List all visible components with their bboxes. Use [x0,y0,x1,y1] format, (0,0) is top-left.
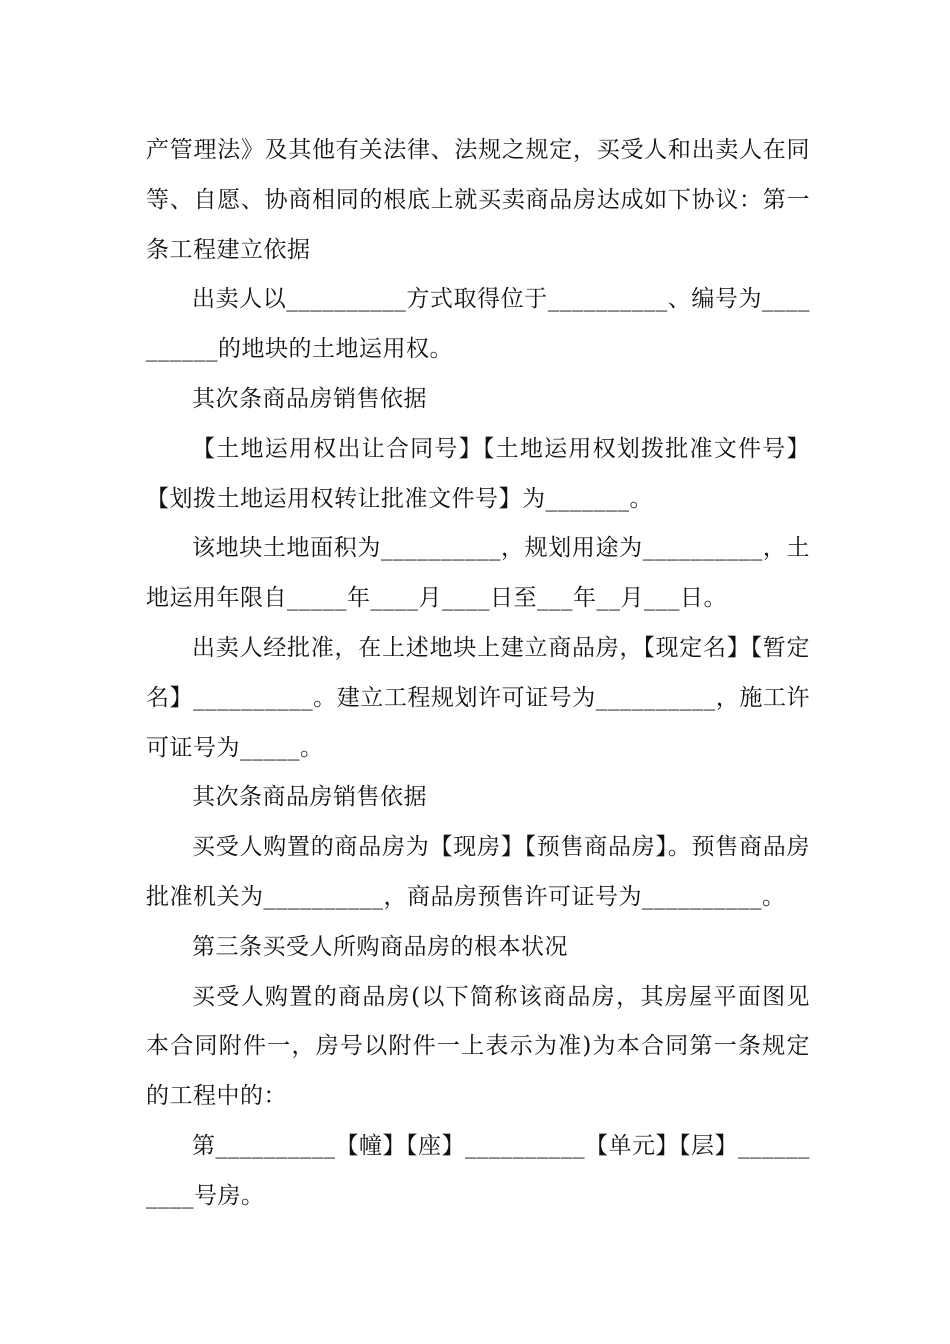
paragraph-building-permit: 出卖人经批准，在上述地块上建立商品房，【现定名】【暂定名】__________。建立工程规划许可证号为__________，施工许可证号为_____。 [146,634,810,761]
section-heading-sales-basis-2: 其次条商品房销售依据 [192,784,427,811]
paragraph-property-description: 买受人购置的商品房(以下简称该商品房，其房屋平面图见本合同附件一，房号以附件一上表示为准)为本合同第一条规定的工程中的： [146,983,810,1110]
paragraph-room-number: 第__________【幢】【座】__________【单元】【层】__________号房。 [146,1132,810,1209]
paragraph-presale: 买受人购置的商品房为【现房】【预售商品房】。预售商品房批准机关为__________，商品房预售许可证号为__________。 [146,834,810,910]
section-heading-sales-basis: 其次条商品房销售依据 [192,385,427,412]
section-heading-property-status: 第三条买受人所购商品房的根本状况 [192,933,568,960]
paragraph-continuation: 产管理法》及其他有关法律、法规之规定，买受人和出卖人在同等、自愿、协商相同的根底上就买卖商品房达成如下协议：第一条工程建立依据 [146,137,810,263]
paragraph-land-area: 该地块土地面积为__________，规划用途为__________，土地运用年限自_____年____月____日至___年__月___日。 [146,535,810,612]
document-body [146,126,810,1222]
paragraph-land-documents: 【土地运用权出让合同号】【土地运用权划拨批准文件号】【划拨土地运用权转让批准文件号】为_______。 [146,435,810,512]
paragraph-land-acquisition: 出卖人以__________方式取得位于__________、编号为__________的地块的土地运用权。 [146,286,810,363]
